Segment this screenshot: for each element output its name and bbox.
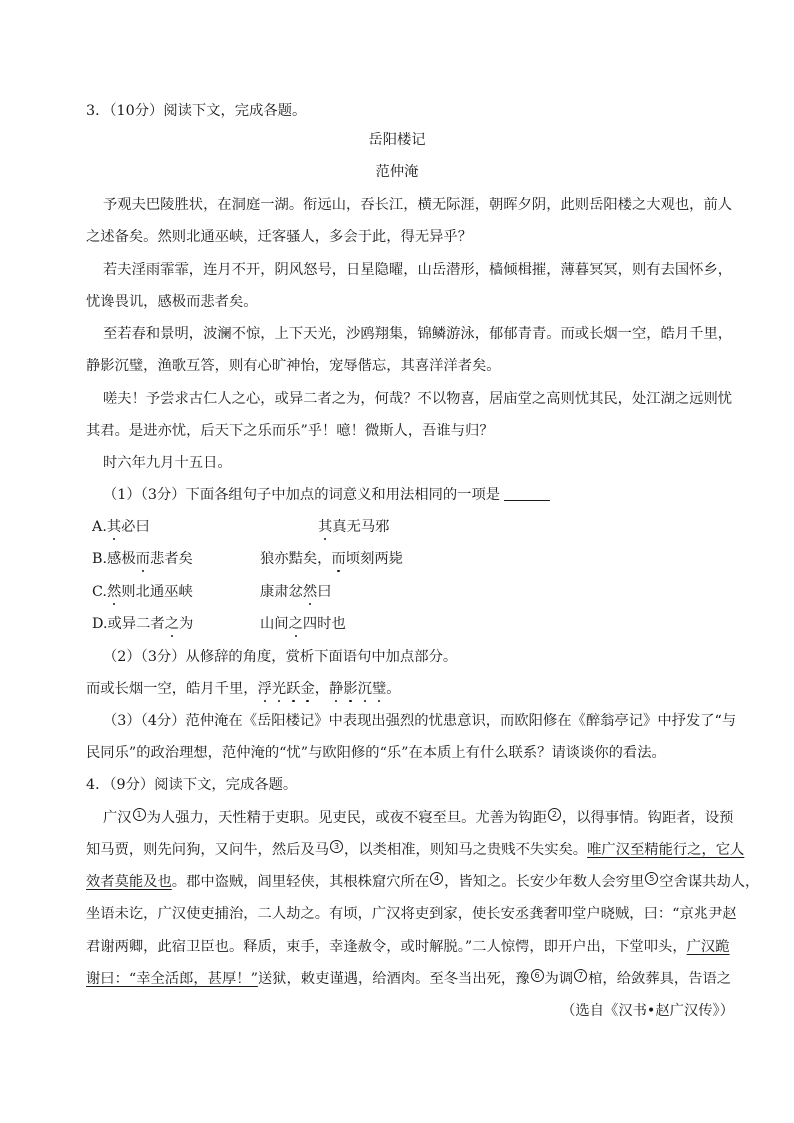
- footnote-marker: 2: [548, 808, 561, 821]
- option-text: 真无马邪: [332, 519, 390, 535]
- passage-title: 岳阳楼记: [368, 132, 426, 148]
- text: 空舍谋共劫人，: [659, 874, 760, 890]
- dotted-word: 而: [135, 551, 150, 567]
- passage2-line: [86, 969, 731, 989]
- q4-header: 4．（9分）阅读下文，完成各题。: [86, 777, 298, 793]
- dotted-char: 璧: [371, 681, 387, 697]
- passage-line: 嗟夫！予尝求古仁人之心，或异二者之为，何哉？不以物喜，居庙堂之高则忧其民，处江湖之远则忧: [103, 391, 733, 407]
- option-text: 四时也: [302, 616, 346, 632]
- option-text: 狼亦黠矣，: [260, 551, 332, 567]
- dotted-char: 静: [329, 681, 344, 697]
- option-a-compare: [318, 517, 389, 537]
- sub-question-2-quote: [86, 679, 401, 699]
- footnote-marker: 1: [133, 808, 146, 821]
- passage-line: 其君。是进亦忧，后天下之乐而乐”乎！噫！微斯人，吾谁与归？: [86, 423, 494, 439]
- answer-blank[interactable]: [504, 486, 550, 501]
- text: 为人强力，天性精于吏职。见吏民，或夜不寝至旦。尤善为钩距: [146, 810, 547, 826]
- quote-text: ，: [314, 681, 330, 697]
- option-b: [92, 549, 193, 569]
- text: ，以得事情。钩距者，设预: [561, 810, 734, 826]
- passage2-line: [86, 872, 759, 892]
- dotted-word: 然: [302, 584, 318, 600]
- footnote-marker: 7: [574, 969, 587, 982]
- underlined-text: 谢曰：“幸全活郎，甚厚！”: [86, 971, 258, 987]
- passage-author: 范仲淹: [375, 164, 419, 180]
- text: 君谢两卿，此宿卫臣也。释质，束手，幸逢赦令，或时解脱。”二人惊愕，即开户出，下堂叩头，: [86, 939, 687, 955]
- dotted-word: 之: [288, 616, 303, 632]
- passage2-line: [86, 840, 744, 860]
- underlined-text: 唯广汉至精能行之，它人: [587, 842, 745, 858]
- footnote-marker: 4: [430, 872, 443, 885]
- option-text: 康肃忿: [260, 584, 303, 600]
- footnote-marker: 5: [645, 872, 658, 885]
- dotted-char: 跃: [286, 681, 301, 697]
- dotted-word: 而: [331, 551, 346, 567]
- dotted-char: 金: [300, 681, 315, 697]
- option-text: 山间: [260, 616, 289, 632]
- underlined-text: 效者莫能及也: [86, 874, 172, 890]
- sub-question-1: [103, 485, 550, 505]
- text: 棺，给敛葬具，告语之: [588, 971, 732, 987]
- quote-text: 而或长烟一空，皓月千里，: [86, 681, 258, 697]
- dotted-char: 光: [271, 681, 287, 697]
- sub-question-3-cont: 民同乐”的政治理想，范仲淹的“忧”与欧阳修的“乐”在本质上有什么联系？请谈谈你的看法。: [86, 745, 666, 761]
- option-text: 则北通巫峡: [121, 584, 193, 600]
- option-text: 为: [178, 616, 194, 632]
- sub-question-2: （2）（3分）从修辞的角度，赏析下面语句中加点部分。: [103, 649, 458, 665]
- text: ，以类相准，则知马之贵贱不失实矣。: [344, 842, 588, 858]
- passage-line: 时六年九月十五日。: [103, 455, 232, 471]
- option-c-label: C.: [92, 584, 107, 600]
- passage2-line: 坐语未讫，广汉使吏捕治，二人劫之。有顷，广汉将吏到家，使长安丞龚奢叩堂户晓贼，曰：“京兆尹赵: [86, 906, 737, 922]
- text: 知马贾，则先问狗，又问牛，然后及马: [86, 842, 330, 858]
- passage2-line: [103, 808, 733, 828]
- dotted-phrase: [258, 681, 315, 697]
- option-text: 顷刻两毙: [345, 551, 403, 567]
- q3-header: 3．（10分）阅读下文，完成各题。: [86, 103, 307, 119]
- option-c: [92, 582, 193, 602]
- dotted-word: 之: [164, 616, 179, 632]
- passage-line: 若夫淫雨霏霏，连月不开，阴风怒号，日星隐曜，山岳潜形，樯倾楫摧，薄暮冥冥，则有去国怀乡，: [103, 262, 733, 278]
- passage-line: 至若春和景明，波澜不惊，上下天光，沙鸥翔集，锦鳞游泳，郁郁青青。而或长烟一空，皓月千里，: [103, 326, 733, 342]
- passage-line: 静影沉璧，渔歌互答，则有心旷神怡，宠辱偕忘，其喜洋洋者矣。: [86, 358, 501, 374]
- option-text: B.感极: [92, 551, 136, 567]
- source-citation: （选自《汉书•赵广汉传》）: [561, 1003, 734, 1019]
- passage2-line: [86, 937, 730, 957]
- passage-line: 之述备矣。然则北通巫峡，迁客骚人，多会于此，得无异乎？: [86, 229, 473, 245]
- passage-line: 忧谗畏讥，感极而悲者矣。: [86, 294, 258, 310]
- sub-question-1-text: （1）（3分）下面各组句子中加点的词意义和用法相同的一项是: [103, 487, 501, 503]
- dotted-phrase: [329, 681, 386, 697]
- quote-text: 。: [386, 681, 401, 697]
- text: 。郡中盗贼，闾里轻侠，其根株窟穴所在: [171, 874, 430, 890]
- option-text: 必曰: [121, 519, 150, 535]
- text: ，皆知之。长安少年数人会穷里: [444, 874, 645, 890]
- option-a: [92, 517, 150, 537]
- passage-line: 予观夫巴陵胜状，在洞庭一湖。衔远山，吞长江，横无际涯，朝晖夕阴，此则岳阳楼之大观也，前人: [103, 197, 733, 213]
- option-a-label: A.: [92, 519, 107, 535]
- footnote-marker: 6: [531, 969, 544, 982]
- option-b-compare: [260, 549, 403, 569]
- option-text: D.或异二者: [92, 616, 165, 632]
- underlined-text: 广汉跪: [686, 939, 730, 955]
- option-c-compare: [260, 582, 331, 602]
- footnote-marker: 3: [330, 840, 343, 853]
- text: 广汉: [103, 810, 132, 826]
- dotted-char: 影: [343, 681, 358, 697]
- sub-question-3: （3）（4分）范仲淹在《岳阳楼记》中表现出强烈的忧患意识，而欧阳修在《醉翁亭记》中抒发了“与: [103, 713, 737, 729]
- option-text: 曰: [317, 584, 332, 600]
- option-text: 悲者矣: [149, 551, 193, 567]
- dotted-char: 浮: [257, 681, 272, 697]
- option-d-compare: [260, 614, 346, 634]
- dotted-word: 其: [106, 519, 122, 535]
- text: 送狱，敕吏谨遇，给酒肉。至冬当出死，豫: [257, 971, 530, 987]
- text: 为调: [544, 971, 574, 987]
- option-d: [92, 614, 193, 634]
- dotted-word: 然: [106, 584, 122, 600]
- dotted-word: 其: [318, 519, 333, 535]
- dotted-char: 沉: [357, 681, 372, 697]
